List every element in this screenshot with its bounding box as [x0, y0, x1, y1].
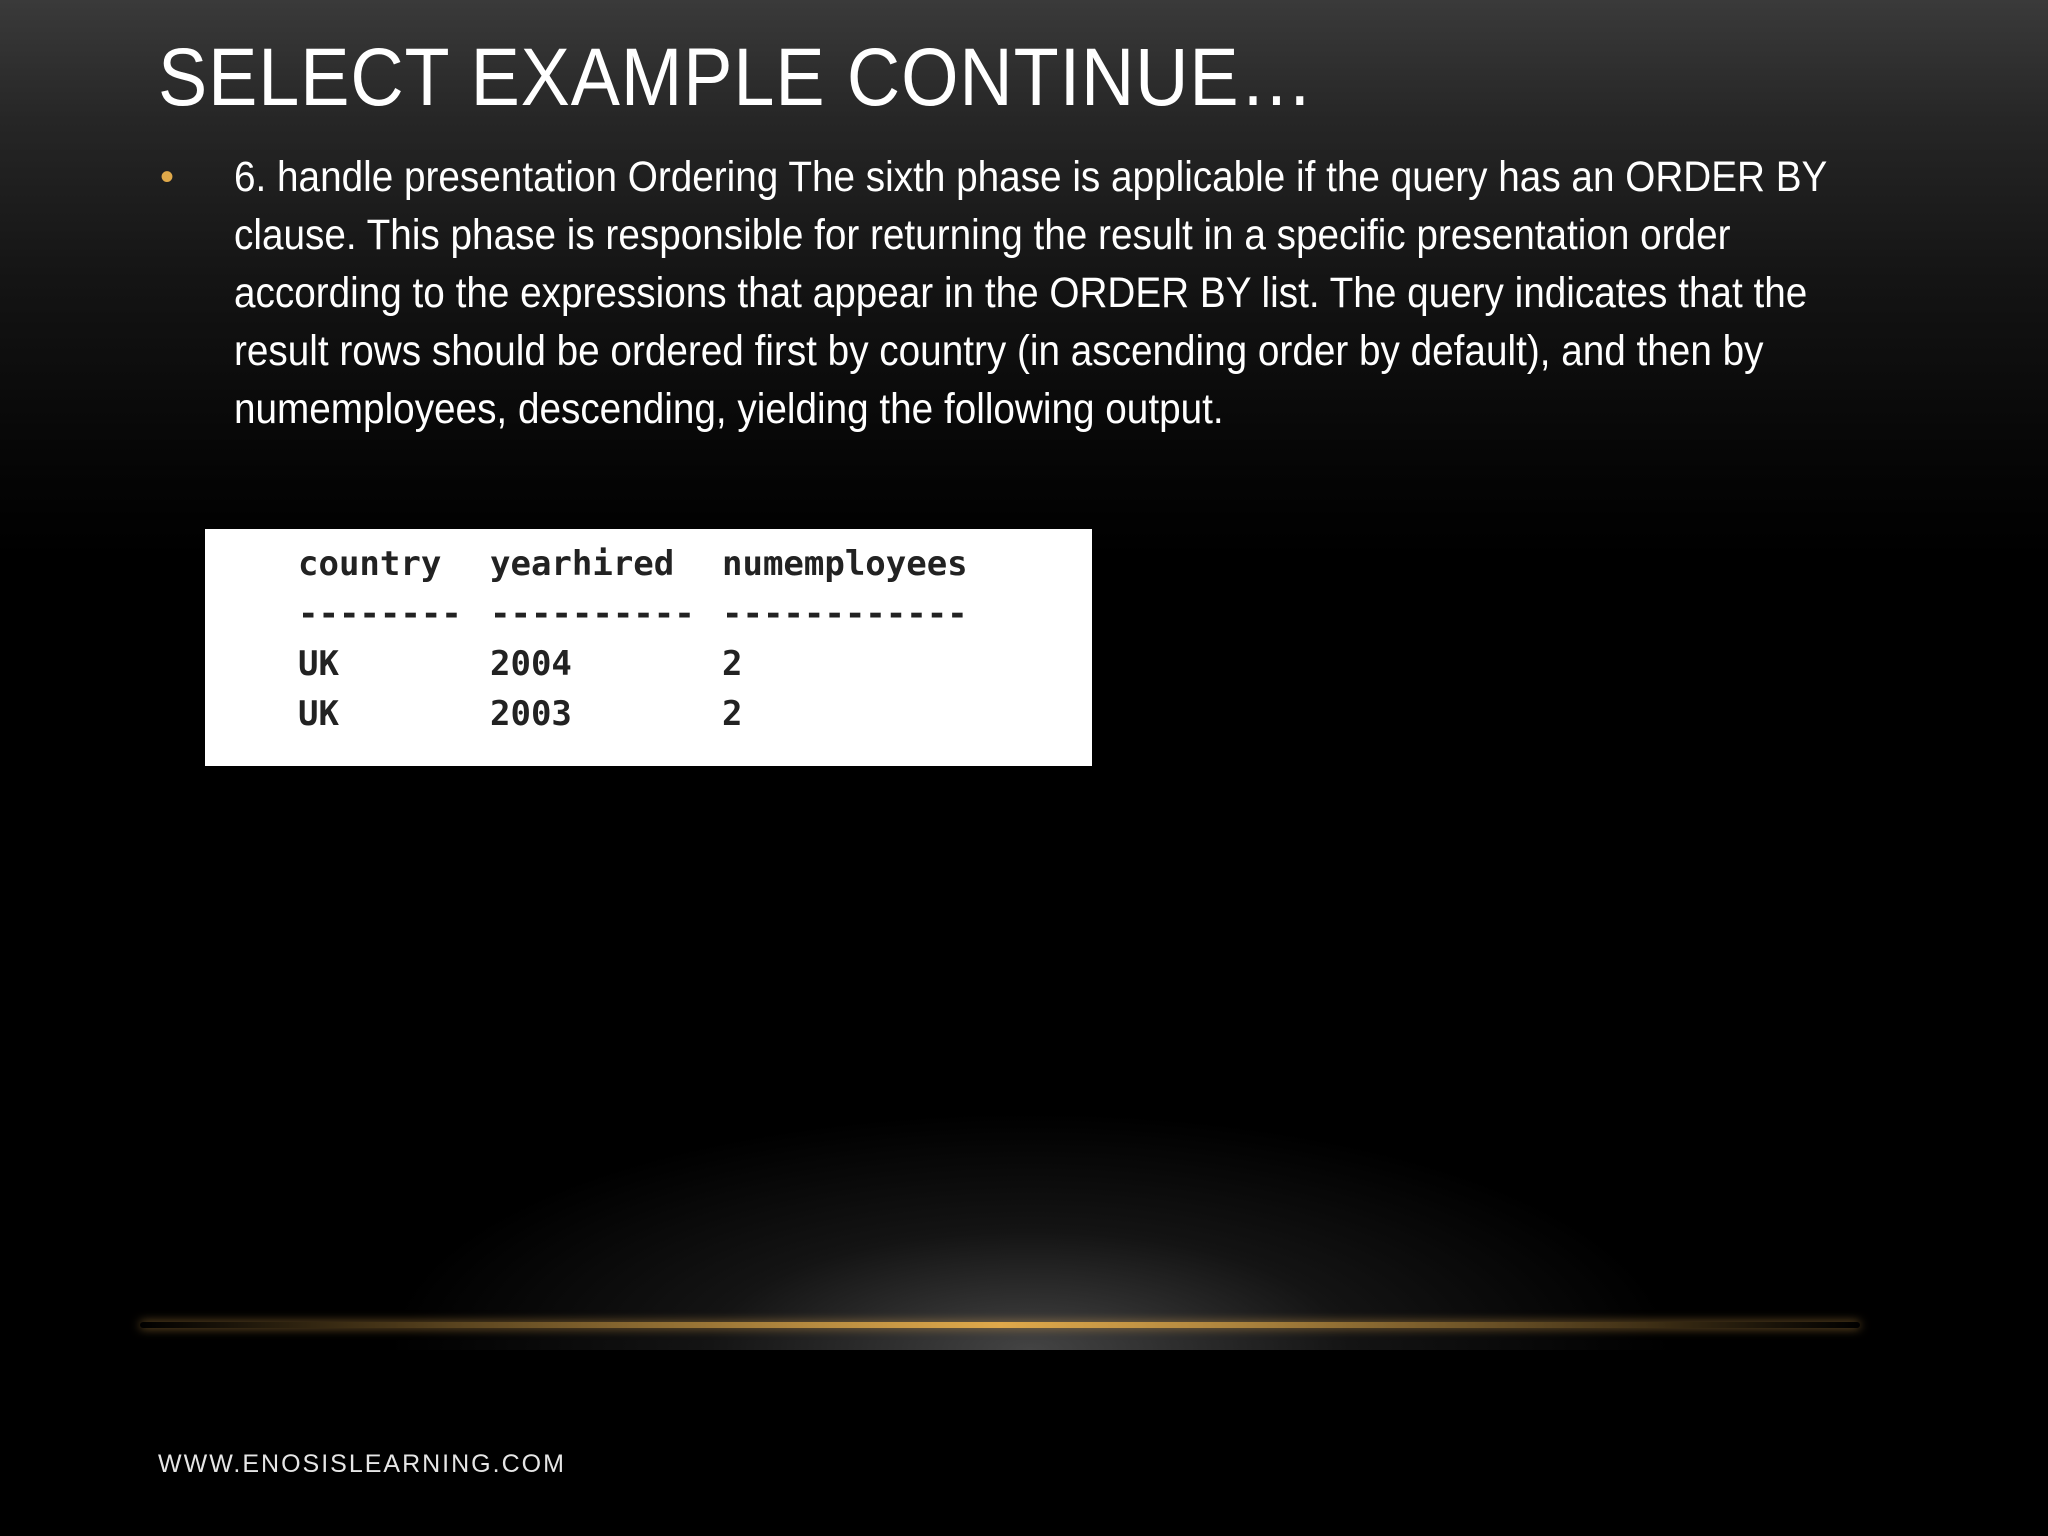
footer-url: WWW.ENOSISLEARNING.COM [158, 1450, 566, 1478]
bullet-list [158, 148, 1888, 438]
table-cell: 2 [722, 644, 743, 684]
separator-cell: ------------ [722, 594, 968, 634]
slide-title: SELECT EXAMPLE CONTINUE… [158, 32, 1315, 123]
separator-cell: ---------- [490, 594, 695, 634]
table-header-row [298, 539, 982, 589]
query-result-image [205, 529, 1092, 766]
table-row [298, 639, 982, 689]
bullet-dot-icon: • [160, 155, 175, 199]
bullet-text: 6. handle presentation Ordering The sixth phase is applicable if the query has an ORDER BY clause. This phase is responsible for returning the result in a specific presentation order according to the expressions that appear in the ORDER BY list. The query indicates that the result rows should be ordered first by country (in ascending order by default), and then by numemployees, descending, yielding the following output. [234, 153, 1827, 433]
table-cell: 2 [722, 694, 743, 734]
table-cell: 2003 [490, 694, 572, 734]
separator-cell: -------- [298, 594, 462, 634]
bottom-glow [380, 1110, 1680, 1350]
header-cell: yearhired [490, 544, 675, 584]
query-result-table [298, 539, 982, 739]
header-cell: country [298, 544, 442, 584]
table-row [298, 689, 982, 739]
gold-divider-line [140, 1322, 1860, 1328]
table-cell: UK [298, 644, 339, 684]
table-separator-row [298, 589, 982, 639]
bullet-item [158, 148, 1888, 438]
table-cell: UK [298, 694, 339, 734]
header-cell: numemployees [722, 544, 968, 584]
table-cell: 2004 [490, 644, 572, 684]
